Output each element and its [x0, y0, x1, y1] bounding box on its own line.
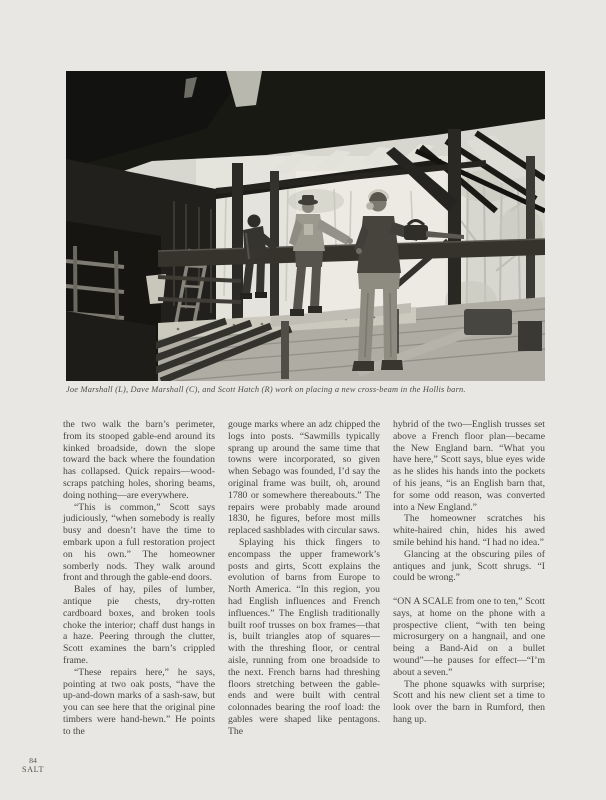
barn-photo-figure: [66, 71, 545, 394]
paragraph: The phone squawks with surprise; Scott and his new client set a time to look over the barn in Rumford, then hang up.: [393, 678, 545, 725]
paragraph: “This is common,” Scott says judiciously, “when somebody is really busy and doesn’t have the time to embark upon a full restoration project on his own.” The homeowner somberly nods. They walk around front and through the gable-end doors.: [63, 501, 215, 584]
article-column-3: [393, 419, 545, 738]
article-body: [63, 419, 545, 738]
paragraph: gouge marks where an adz chipped the logs into posts. “Sawmills typically sprang up around the same time that towns were incorporated, so given when Sebago was founded, I’d say the original frame was built, oh, around 1780 or somewhere thereabouts.” The repairs were probably made around 1830, he figures, before most mills replaced sashblades with circular saws.: [228, 419, 380, 537]
barn-photo-illustration: [66, 71, 545, 381]
paragraph: Bales of hay, piles of lumber, antique pie chests, dry-rotten cardboard boxes, and broken tools choke the interior; chaff dust hangs in a haze. Peering through the clutter, Scott examines the barn’s crippled frame.: [63, 584, 215, 666]
imprint-title: SALT: [22, 765, 45, 774]
paragraph: hybrid of the two—English trusses set above a French floor plan—became the New England barn. “What you have here,” Scott says, blue eyes wide as he slides his hands into the pockets of his jeans, “is an English barn that, for some odd reason, was converted into a New England.”: [393, 419, 545, 513]
photo-caption: Joe Marshall (L), Dave Marshall (C), and Scott Hatch (R) work on placing a new cross-beam in the Hollis barn.: [66, 385, 466, 394]
paragraph: Glancing at the obscuring piles of antiques and junk, Scott shrugs. “I could be wrong.”: [393, 548, 545, 584]
paragraph: “These repairs here,” he says, pointing at two oak posts, “have the up-and-down marks of a sash-saw, but you can see here that the original pine timbers were hand-hewn.” He points to the: [63, 666, 215, 737]
paragraph: The homeowner scratches his white-haired chin, hides his awed smile behind his hand. “I had no idea.”: [393, 513, 545, 548]
page-number: 84: [29, 756, 37, 765]
paragraph-section-start: “ON A SCALE from one to ten,” Scott says, at home on the phone with a prospective client, “with ten being microsurgery on a hangnail, and one being a Band-Aid on a bullet wound”—he pauses for effect—“I’m about a seven.”: [393, 595, 545, 678]
barn-photo: [66, 71, 545, 381]
article-column-1: [63, 419, 215, 738]
article-column-2: [228, 419, 380, 738]
paragraph: Splaying his thick fingers to encompass the upper framework’s posts and girts, Scott explains the evolution of barns from Europe to North America. “In this region, you had English influences and French influences.” The English traditionally built roof trusses on box frames—that is, built triangles atop of squares—with the threshing floor, or central aisle, running from one broadside to the next. French barns had threshing floors stretching between the gable-ends and were built with central colonnades bearing the roof load: the gables were shaped like pentagons. The: [228, 536, 380, 737]
page-footer: [22, 756, 44, 775]
paragraph: the two walk the barn’s perimeter, from its stooped gable-end around its kinked broadside, down the slope toward the back where the foundation has collapsed. Quick repairs—wood-scraps patching holes, shoring beams, doing nothing—are everywhere.: [63, 419, 215, 501]
